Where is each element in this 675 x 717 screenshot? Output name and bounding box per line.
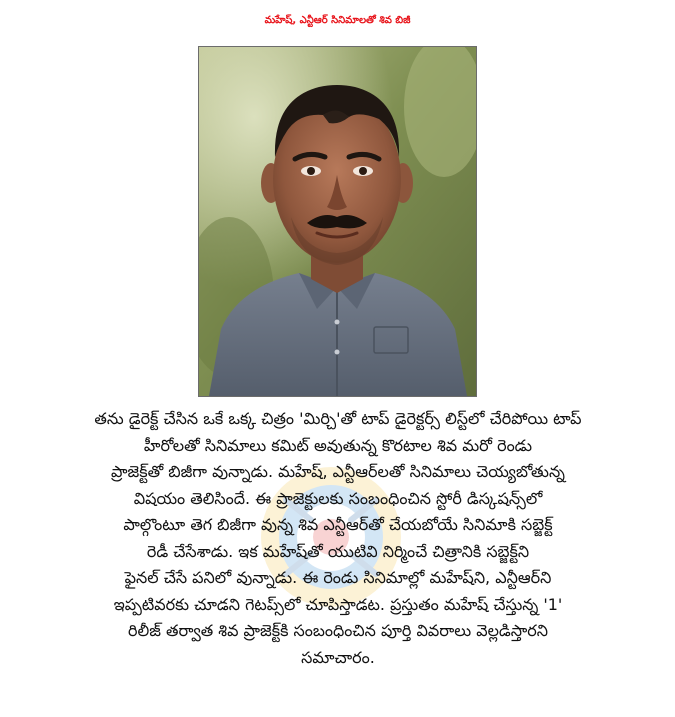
article-line: ఇప్పటివరకు చూడని గెటప్స్‌లో చూపిస్తాడట. ప్రస్తుతం మహేష్ చేస్తున్న '1'	[113, 594, 563, 614]
director-photo	[198, 46, 477, 397]
page-title: మహేష్, ఎన్టీఆర్ సినిమాలతో శివ బిజీ	[264, 15, 411, 26]
article-line: రెడీ చేసేశాడు. ఇక మహేష్‌తో యుటివి నిర్మించే చిత్రానికి సబ్జెక్ట్‌ని	[146, 541, 530, 561]
article-line: హీరోలతో సినిమాలు కమిట్ అవుతున్న కొరటాల శివ మరో రెండు	[143, 435, 533, 455]
article-body	[52, 406, 624, 671]
article-line: తను డైరెక్ట్ చేసిన ఒకే ఒక్క చిత్రం 'మిర్చి'తో టాప్ డైరెక్టర్స్ లిస్ట్‌లో చేరిపోయి టాప్	[94, 409, 582, 428]
article-line: సమాచారం.	[301, 647, 375, 667]
article-line: విషయం తెలిసిందే. ఈ ప్రాజెక్టులకు సంబంధించిన స్టోరీ డిస్కషన్స్‌లో	[133, 488, 543, 508]
article-line: రిలీజ్ తర్వాత శివ ప్రాజెక్ట్‌కి సంబంధించిన పూర్తి వివరాలు వెల్లడిస్తారని	[128, 621, 548, 640]
article-line: ప్రాజెక్ట్‌తో బిజీగా వున్నాడు. మహేష్, ఎన్టీఆర్‌లతో సినిమాలు చెయ్యబోతున్న	[111, 462, 565, 481]
article-line: ఫైనల్ చేసే పనిలో వున్నాడు. ఈ రెండు సినిమాల్లో మహేష్‌ని, ఎన్టీఆర్‌ని	[124, 568, 552, 587]
article-line: పాల్గొంటూ తెగ బిజీగా వున్న శివ ఎన్టీఆర్‌తో చేయబోయే సినిమాకి సబ్జెక్ట్	[123, 515, 553, 534]
